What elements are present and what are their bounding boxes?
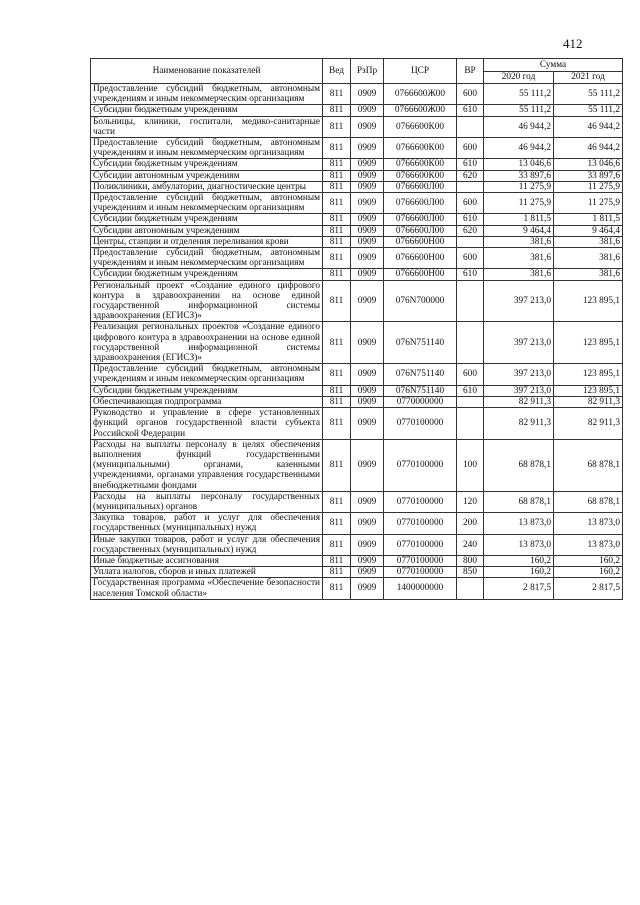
row-sum-2020: 46 944,2 bbox=[484, 116, 554, 137]
row-csr: 0766600Н00 bbox=[384, 248, 457, 269]
row-rzpr: 0909 bbox=[351, 193, 384, 214]
row-csr: 0766600К00 bbox=[384, 159, 457, 170]
row-csr: 0766600К00 bbox=[384, 116, 457, 137]
row-ved: 811 bbox=[323, 396, 351, 407]
row-sum-2021: 82 911,3 bbox=[554, 408, 623, 440]
row-vr: 610 bbox=[457, 385, 484, 396]
row-csr: 076N751140 bbox=[384, 322, 457, 364]
row-sum-2020: 33 897,6 bbox=[484, 170, 554, 181]
table-row bbox=[91, 364, 623, 385]
row-ved: 811 bbox=[323, 491, 351, 512]
row-ved: 811 bbox=[323, 280, 351, 322]
table-row bbox=[91, 193, 623, 214]
table-row bbox=[91, 138, 623, 159]
row-sum-2021: 160,2 bbox=[554, 555, 623, 566]
table-row bbox=[91, 534, 623, 555]
row-csr: 0770100000 bbox=[384, 439, 457, 491]
row-vr bbox=[457, 578, 484, 599]
row-name: Расходы на выплаты персоналу государственных (муниципальных) органов bbox=[91, 491, 323, 512]
row-name: Руководство и управление в сфере установленных функций органов государственной власти субъекта Российской Федерации bbox=[91, 408, 323, 440]
row-vr: 620 bbox=[457, 225, 484, 236]
row-rzpr: 0909 bbox=[351, 248, 384, 269]
row-sum-2021: 46 944,2 bbox=[554, 138, 623, 159]
row-vr: 100 bbox=[457, 439, 484, 491]
row-sum-2021: 9 464,4 bbox=[554, 225, 623, 236]
row-rzpr: 0909 bbox=[351, 105, 384, 116]
row-sum-2021: 55 111,2 bbox=[554, 84, 623, 105]
row-sum-2021: 123 895,1 bbox=[554, 322, 623, 364]
row-sum-2021: 123 895,1 bbox=[554, 364, 623, 385]
table-row bbox=[91, 248, 623, 269]
row-ved: 811 bbox=[323, 269, 351, 280]
row-csr: 0766600Л00 bbox=[384, 181, 457, 192]
row-name: Субсидии бюджетным учреждениям bbox=[91, 214, 323, 225]
row-ved: 811 bbox=[323, 170, 351, 181]
header-rzpr: РзПр bbox=[351, 59, 384, 84]
row-name: Поликлиники, амбулатории, диагностические центры bbox=[91, 181, 323, 192]
row-ved: 811 bbox=[323, 225, 351, 236]
row-sum-2020: 13 046,6 bbox=[484, 159, 554, 170]
table-row bbox=[91, 513, 623, 534]
row-csr: 0766600Н00 bbox=[384, 269, 457, 280]
row-sum-2021: 33 897,6 bbox=[554, 170, 623, 181]
row-vr bbox=[457, 408, 484, 440]
row-vr: 610 bbox=[457, 159, 484, 170]
table-row bbox=[91, 322, 623, 364]
row-sum-2020: 13 873,0 bbox=[484, 513, 554, 534]
row-csr: 0766600Ж00 bbox=[384, 105, 457, 116]
row-vr: 620 bbox=[457, 170, 484, 181]
row-vr: 610 bbox=[457, 214, 484, 225]
table-row bbox=[91, 578, 623, 599]
row-ved: 811 bbox=[323, 439, 351, 491]
row-sum-2021: 160,2 bbox=[554, 567, 623, 578]
row-ved: 811 bbox=[323, 385, 351, 396]
row-rzpr: 0909 bbox=[351, 439, 384, 491]
table-row bbox=[91, 214, 623, 225]
row-csr: 076N751140 bbox=[384, 364, 457, 385]
row-name: Предоставление субсидий бюджетным, автономным учреждениям и иным некоммерческим организациям bbox=[91, 84, 323, 105]
row-vr: 200 bbox=[457, 513, 484, 534]
row-ved: 811 bbox=[323, 578, 351, 599]
row-name: Предоставление субсидий бюджетным, автономным учреждениям и иным некоммерческим организациям bbox=[91, 138, 323, 159]
row-vr: 800 bbox=[457, 555, 484, 566]
table-row bbox=[91, 439, 623, 491]
row-vr: 600 bbox=[457, 364, 484, 385]
row-csr: 0770100000 bbox=[384, 555, 457, 566]
header-name: Наименование показателей bbox=[91, 59, 323, 84]
row-ved: 811 bbox=[323, 322, 351, 364]
row-ved: 811 bbox=[323, 138, 351, 159]
row-name: Субсидии автономным учреждениям bbox=[91, 170, 323, 181]
row-sum-2020: 82 911,3 bbox=[484, 396, 554, 407]
row-name: Субсидии бюджетным учреждениям bbox=[91, 385, 323, 396]
row-name: Уплата налогов, сборов и иных платежей bbox=[91, 567, 323, 578]
row-csr: 0766600Ж00 bbox=[384, 84, 457, 105]
row-sum-2020: 397 213,0 bbox=[484, 364, 554, 385]
row-sum-2021: 13 873,0 bbox=[554, 534, 623, 555]
row-name: Предоставление субсидий бюджетным, автономным учреждениям и иным некоммерческим организациям bbox=[91, 364, 323, 385]
row-sum-2020: 46 944,2 bbox=[484, 138, 554, 159]
row-rzpr: 0909 bbox=[351, 364, 384, 385]
row-sum-2020: 82 911,3 bbox=[484, 408, 554, 440]
row-csr: 0766600К00 bbox=[384, 170, 457, 181]
row-sum-2021: 68 878,1 bbox=[554, 491, 623, 512]
row-name: Больницы, клиники, госпитали, медико-санитарные части bbox=[91, 116, 323, 137]
row-vr bbox=[457, 396, 484, 407]
row-rzpr: 0909 bbox=[351, 534, 384, 555]
row-ved: 811 bbox=[323, 214, 351, 225]
row-rzpr: 0909 bbox=[351, 396, 384, 407]
table-row bbox=[91, 280, 623, 322]
row-rzpr: 0909 bbox=[351, 513, 384, 534]
row-vr: 120 bbox=[457, 491, 484, 512]
row-vr bbox=[457, 322, 484, 364]
table-row bbox=[91, 396, 623, 407]
row-sum-2020: 55 111,2 bbox=[484, 105, 554, 116]
row-ved: 811 bbox=[323, 567, 351, 578]
table-row bbox=[91, 491, 623, 512]
row-sum-2021: 1 811,5 bbox=[554, 214, 623, 225]
row-sum-2021: 123 895,1 bbox=[554, 280, 623, 322]
row-sum-2020: 381,6 bbox=[484, 248, 554, 269]
row-name: Иные закупки товаров, работ и услуг для обеспечения государственных (муниципальных) нужд bbox=[91, 534, 323, 555]
header-vr: ВР bbox=[457, 59, 484, 84]
row-csr: 0770100000 bbox=[384, 513, 457, 534]
row-name: Предоставление субсидий бюджетным, автономным учреждениям и иным некоммерческим организациям bbox=[91, 193, 323, 214]
row-rzpr: 0909 bbox=[351, 225, 384, 236]
row-sum-2020: 397 213,0 bbox=[484, 280, 554, 322]
row-vr bbox=[457, 181, 484, 192]
row-csr: 0770100000 bbox=[384, 408, 457, 440]
table-row bbox=[91, 567, 623, 578]
row-ved: 811 bbox=[323, 513, 351, 534]
row-ved: 811 bbox=[323, 84, 351, 105]
row-name: Обеспечивающая подпрограмма bbox=[91, 396, 323, 407]
row-ved: 811 bbox=[323, 105, 351, 116]
row-rzpr: 0909 bbox=[351, 236, 384, 247]
row-vr bbox=[457, 116, 484, 137]
row-vr: 600 bbox=[457, 84, 484, 105]
row-rzpr: 0909 bbox=[351, 269, 384, 280]
table-row bbox=[91, 159, 623, 170]
row-rzpr: 0909 bbox=[351, 181, 384, 192]
row-csr: 0766600К00 bbox=[384, 138, 457, 159]
table-row bbox=[91, 555, 623, 566]
row-name: Иные бюджетные ассигнования bbox=[91, 555, 323, 566]
header-sum: Сумма bbox=[484, 59, 623, 72]
row-csr: 0766600Л00 bbox=[384, 214, 457, 225]
row-sum-2020: 381,6 bbox=[484, 236, 554, 247]
row-ved: 811 bbox=[323, 364, 351, 385]
row-sum-2021: 381,6 bbox=[554, 236, 623, 247]
row-sum-2020: 11 275,9 bbox=[484, 181, 554, 192]
row-ved: 811 bbox=[323, 555, 351, 566]
row-rzpr: 0909 bbox=[351, 578, 384, 599]
row-sum-2020: 11 275,9 bbox=[484, 193, 554, 214]
row-sum-2021: 11 275,9 bbox=[554, 193, 623, 214]
row-name: Субсидии автономным учреждениям bbox=[91, 225, 323, 236]
row-ved: 811 bbox=[323, 181, 351, 192]
row-vr: 850 bbox=[457, 567, 484, 578]
row-rzpr: 0909 bbox=[351, 159, 384, 170]
row-rzpr: 0909 bbox=[351, 408, 384, 440]
table-row bbox=[91, 84, 623, 105]
row-vr: 600 bbox=[457, 248, 484, 269]
table-row bbox=[91, 385, 623, 396]
row-name: Закупка товаров, работ и услуг для обеспечения государственных (муниципальных) нужд bbox=[91, 513, 323, 534]
row-sum-2020: 2 817,5 bbox=[484, 578, 554, 599]
row-vr: 610 bbox=[457, 269, 484, 280]
header-ved: Вед bbox=[323, 59, 351, 84]
row-sum-2021: 11 275,9 bbox=[554, 181, 623, 192]
table-row bbox=[91, 116, 623, 137]
row-sum-2020: 381,6 bbox=[484, 269, 554, 280]
row-csr: 0770100000 bbox=[384, 534, 457, 555]
row-name: Субсидии бюджетным учреждениям bbox=[91, 105, 323, 116]
row-sum-2021: 68 878,1 bbox=[554, 439, 623, 491]
row-ved: 811 bbox=[323, 408, 351, 440]
row-sum-2021: 2 817,5 bbox=[554, 578, 623, 599]
row-sum-2020: 68 878,1 bbox=[484, 439, 554, 491]
row-name: Региональный проект «Создание единого цифрового контура в здравоохранении на основе единой государственной информационной системы здравоохранения (ЕГИСЗ)» bbox=[91, 280, 323, 322]
row-vr bbox=[457, 236, 484, 247]
table-row bbox=[91, 225, 623, 236]
budget-table bbox=[90, 58, 623, 600]
row-sum-2020: 397 213,0 bbox=[484, 322, 554, 364]
row-csr: 0766600Н00 bbox=[384, 236, 457, 247]
row-csr: 0766600Л00 bbox=[384, 193, 457, 214]
row-rzpr: 0909 bbox=[351, 555, 384, 566]
row-rzpr: 0909 bbox=[351, 322, 384, 364]
header-csr: ЦСР bbox=[384, 59, 457, 84]
row-vr: 610 bbox=[457, 105, 484, 116]
row-vr: 600 bbox=[457, 193, 484, 214]
row-sum-2020: 160,2 bbox=[484, 567, 554, 578]
row-ved: 811 bbox=[323, 534, 351, 555]
row-ved: 811 bbox=[323, 116, 351, 137]
row-sum-2021: 82 911,3 bbox=[554, 396, 623, 407]
table-row bbox=[91, 181, 623, 192]
row-sum-2021: 381,6 bbox=[554, 269, 623, 280]
row-rzpr: 0909 bbox=[351, 567, 384, 578]
row-ved: 811 bbox=[323, 248, 351, 269]
row-rzpr: 0909 bbox=[351, 385, 384, 396]
row-name: Субсидии бюджетным учреждениям bbox=[91, 159, 323, 170]
row-csr: 0770100000 bbox=[384, 567, 457, 578]
row-sum-2021: 55 111,2 bbox=[554, 105, 623, 116]
row-sum-2021: 13 873,0 bbox=[554, 513, 623, 534]
row-sum-2020: 1 811,5 bbox=[484, 214, 554, 225]
row-csr: 076N751140 bbox=[384, 385, 457, 396]
row-rzpr: 0909 bbox=[351, 116, 384, 137]
table-body bbox=[91, 84, 623, 600]
table-row bbox=[91, 269, 623, 280]
row-sum-2020: 397 213,0 bbox=[484, 385, 554, 396]
row-rzpr: 0909 bbox=[351, 84, 384, 105]
table-row bbox=[91, 408, 623, 440]
row-sum-2020: 9 464,4 bbox=[484, 225, 554, 236]
row-sum-2020: 13 873,0 bbox=[484, 534, 554, 555]
row-name: Субсидии бюджетным учреждениям bbox=[91, 269, 323, 280]
page-number: 412 bbox=[563, 36, 583, 51]
row-vr: 600 bbox=[457, 138, 484, 159]
row-name: Центры, станции и отделения переливания крови bbox=[91, 236, 323, 247]
row-ved: 811 bbox=[323, 236, 351, 247]
row-rzpr: 0909 bbox=[351, 280, 384, 322]
row-name: Расходы на выплаты персоналу в целях обеспечения выполнения функций государственными (муниципальными) органами, казенными учреждениями, органами управления государственными внебюджетными фондами bbox=[91, 439, 323, 491]
row-csr: 0766600Л00 bbox=[384, 225, 457, 236]
header-year-2021: 2021 год bbox=[554, 72, 623, 84]
row-ved: 811 bbox=[323, 193, 351, 214]
row-sum-2020: 55 111,2 bbox=[484, 84, 554, 105]
row-rzpr: 0909 bbox=[351, 491, 384, 512]
row-sum-2021: 381,6 bbox=[554, 248, 623, 269]
row-name: Государственная программа «Обеспечение безопасности населения Томской области» bbox=[91, 578, 323, 599]
table-row bbox=[91, 105, 623, 116]
row-csr: 076N700000 bbox=[384, 280, 457, 322]
row-csr: 0770000000 bbox=[384, 396, 457, 407]
row-name: Предоставление субсидий бюджетным, автономным учреждениям и иным некоммерческим организациям bbox=[91, 248, 323, 269]
row-name: Реализация региональных проектов «Создание единого цифрового контура в здравоохранении на основе единой государственной информационной системы здравоохранения (ЕГИСЗ)» bbox=[91, 322, 323, 364]
row-sum-2021: 46 944,2 bbox=[554, 116, 623, 137]
row-sum-2020: 68 878,1 bbox=[484, 491, 554, 512]
table-row bbox=[91, 170, 623, 181]
row-vr: 240 bbox=[457, 534, 484, 555]
row-sum-2021: 13 046,6 bbox=[554, 159, 623, 170]
table-row bbox=[91, 236, 623, 247]
row-csr: 0770100000 bbox=[384, 491, 457, 512]
header-year-2020: 2020 год bbox=[484, 72, 554, 84]
row-vr bbox=[457, 280, 484, 322]
row-rzpr: 0909 bbox=[351, 138, 384, 159]
row-rzpr: 0909 bbox=[351, 214, 384, 225]
row-ved: 811 bbox=[323, 159, 351, 170]
row-csr: 1400000000 bbox=[384, 578, 457, 599]
row-rzpr: 0909 bbox=[351, 170, 384, 181]
row-sum-2020: 160,2 bbox=[484, 555, 554, 566]
row-sum-2021: 123 895,1 bbox=[554, 385, 623, 396]
